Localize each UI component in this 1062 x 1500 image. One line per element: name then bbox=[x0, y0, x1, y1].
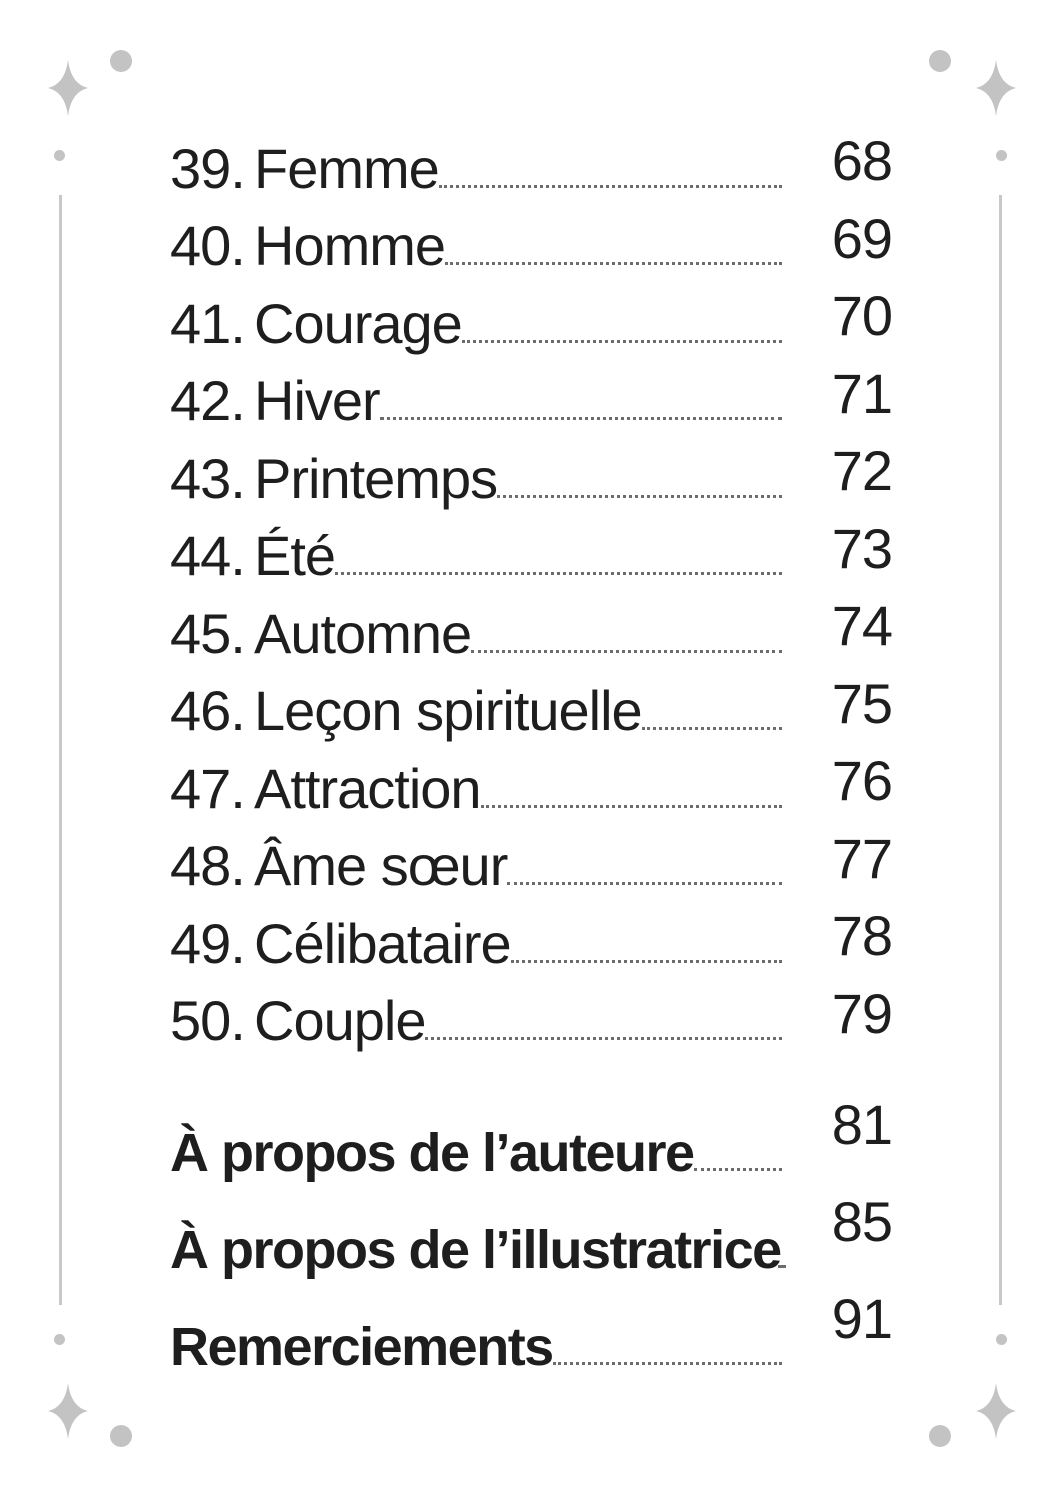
toc-entry-acknowledgements[interactable] bbox=[170, 1286, 892, 1383]
toc-entry[interactable] bbox=[170, 438, 892, 516]
dot-leader bbox=[511, 903, 782, 981]
entry-title: Printemps bbox=[254, 446, 498, 510]
toc-entry[interactable] bbox=[170, 826, 892, 904]
dot-leader bbox=[380, 361, 782, 439]
entry-number: 44. bbox=[170, 524, 245, 587]
entry-page: 72 bbox=[831, 439, 892, 502]
entry-page: 71 bbox=[831, 361, 892, 425]
entry-number: 45. bbox=[170, 601, 245, 665]
dot-leader bbox=[694, 1092, 782, 1189]
dot-leader bbox=[481, 748, 782, 826]
dot-leader bbox=[471, 593, 782, 671]
toc-entry[interactable] bbox=[170, 903, 892, 981]
dot-icon bbox=[996, 1334, 1007, 1345]
entry-page: 81 bbox=[831, 1093, 892, 1156]
back-matter bbox=[170, 1092, 892, 1383]
entry-number: 39. bbox=[170, 136, 245, 200]
sparkle-icon bbox=[976, 60, 1016, 116]
entry-title: Remerciements bbox=[170, 1317, 553, 1377]
dot-leader bbox=[497, 438, 782, 516]
entry-page: 77 bbox=[831, 826, 892, 890]
entry-number: 41. bbox=[170, 291, 245, 355]
dot-leader bbox=[642, 671, 782, 749]
entry-title: Leçon spirituelle bbox=[254, 679, 642, 742]
entry-page: 73 bbox=[831, 516, 892, 580]
sparkle-icon bbox=[48, 60, 88, 116]
toc-entry[interactable] bbox=[170, 516, 892, 594]
sparkle-icon bbox=[976, 1383, 1016, 1439]
toc-entry[interactable] bbox=[170, 206, 892, 284]
frame-line-left bbox=[59, 195, 62, 1305]
entry-number: 46. bbox=[170, 679, 245, 742]
entry-number: 43. bbox=[170, 446, 245, 510]
entry-title: Automne bbox=[254, 601, 472, 665]
entry-page: 70 bbox=[831, 284, 892, 347]
dot-leader bbox=[462, 283, 782, 361]
entry-page: 69 bbox=[831, 206, 892, 270]
entry-title: Été bbox=[254, 524, 336, 587]
entry-title: Homme bbox=[254, 214, 446, 277]
dot-leader bbox=[335, 516, 782, 594]
toc-entry[interactable] bbox=[170, 671, 892, 749]
toc-entry[interactable] bbox=[170, 748, 892, 826]
dot-leader bbox=[439, 128, 782, 206]
toc-entry[interactable] bbox=[170, 361, 892, 439]
entry-title: Âme sœur bbox=[254, 834, 508, 897]
entry-title: Hiver bbox=[254, 369, 380, 432]
entry-number: 49. bbox=[170, 911, 245, 975]
dot-icon bbox=[54, 1334, 65, 1345]
entry-number: 47. bbox=[170, 756, 245, 820]
toc-entry-about-author[interactable] bbox=[170, 1092, 892, 1189]
entry-page: 76 bbox=[831, 749, 892, 812]
dot-icon bbox=[110, 50, 132, 72]
toc-entry-about-illustrator[interactable] bbox=[170, 1189, 892, 1286]
entry-title: Courage bbox=[254, 291, 462, 355]
dot-leader bbox=[507, 826, 782, 904]
sparkle-icon bbox=[48, 1383, 88, 1439]
entry-page: 85 bbox=[831, 1190, 892, 1253]
entry-page: 79 bbox=[831, 981, 892, 1045]
dot-leader bbox=[445, 206, 782, 284]
dot-icon bbox=[996, 150, 1007, 161]
toc-entry[interactable] bbox=[170, 593, 892, 671]
entry-title: À propos de l’auteure bbox=[170, 1123, 694, 1183]
dot-leader bbox=[781, 1189, 782, 1286]
entry-page: 91 bbox=[831, 1287, 892, 1350]
entry-number: 42. bbox=[170, 369, 245, 432]
dot-icon bbox=[54, 150, 65, 161]
frame-line-right bbox=[999, 195, 1002, 1305]
entry-page: 78 bbox=[831, 904, 892, 967]
entry-number: 50. bbox=[170, 989, 245, 1052]
dot-leader bbox=[425, 981, 782, 1059]
entry-number: 40. bbox=[170, 214, 245, 277]
entry-page: 75 bbox=[831, 671, 892, 735]
dot-icon bbox=[929, 1425, 951, 1447]
table-of-contents bbox=[170, 128, 892, 1058]
entry-number: 48. bbox=[170, 834, 245, 897]
entry-page: 68 bbox=[831, 129, 892, 192]
toc-entry[interactable] bbox=[170, 283, 892, 361]
entry-title: Femme bbox=[254, 136, 439, 200]
dot-leader bbox=[553, 1286, 782, 1383]
entry-title: Attraction bbox=[254, 756, 481, 820]
entry-page: 74 bbox=[831, 594, 892, 657]
toc-entry[interactable] bbox=[170, 981, 892, 1059]
dot-icon bbox=[110, 1425, 132, 1447]
entry-title: Célibataire bbox=[254, 911, 511, 975]
entry-title: Couple bbox=[254, 989, 426, 1052]
dot-icon bbox=[929, 50, 951, 72]
entry-title: À propos de l’illustratrice bbox=[170, 1220, 781, 1280]
toc-entry[interactable] bbox=[170, 128, 892, 206]
